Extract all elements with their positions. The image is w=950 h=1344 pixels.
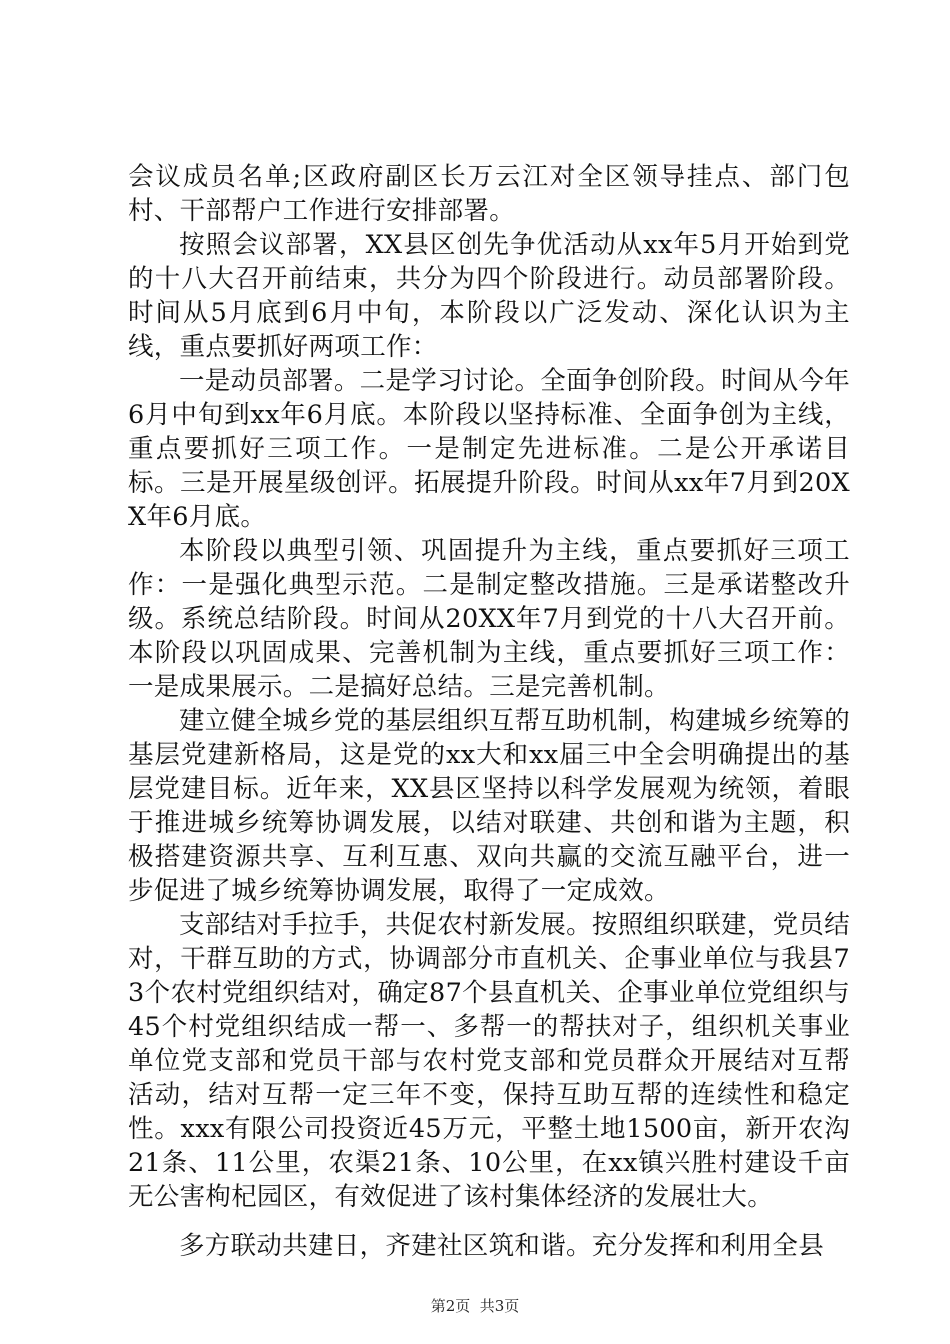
paragraph: 一是动员部署。二是学习讨论。全面争创阶段。时间从今年6月中旬到xx年6月底。本阶段以坚持标准、全面争创为主线，重点要抓好三项工作。一是制定先进标准。二是公开承诺目标。三是开展星级创评。拓展提升阶段。时间从xx年7月到20XX年6月底。 — [128, 366, 850, 532]
page-footer — [0, 1296, 950, 1316]
page-number-label: 第2页 共3页 — [430, 1297, 520, 1315]
paragraph-spacer — [128, 1214, 850, 1229]
paragraph: 本阶段以典型引领、巩固提升为主线，重点要抓好三项工作：一是强化典型示范。二是制定整改措施。三是承诺整改升级。系统总结阶段。时间从20XX年7月到党的十八大召开前。本阶段以巩固成果、完善机制为主线，重点要抓好三项工作：一是成果展示。二是搞好总结。三是完善机制。 — [128, 536, 850, 702]
paragraph: 按照会议部署，XX县区创先争优活动从xx年5月开始到党的十八大召开前结束，共分为四个阶段进行。动员部署阶段。时间从5月底到6月中旬，本阶段以广泛发动、深化认识为主线，重点要抓好两项工作： — [128, 230, 850, 362]
paragraph: 建立健全城乡党的基层组织互帮互助机制，构建城乡统筹的基层党建新格局，这是党的xx大和xx届三中全会明确提出的基层党建目标。近年来，XX县区坚持以科学发展观为统领，着眼于推进城乡统筹协调发展，以结对联建、共创和谐为主题，积极搭建资源共享、互利互惠、双向共赢的交流互融平台，进一步促进了城乡统筹协调发展，取得了一定成效。 — [128, 706, 850, 906]
paragraph: 支部结对手拉手，共促农村新发展。按照组织联建，党员结对，干群互助的方式，协调部分市直机关、企事业单位与我县73个农村党组织结对，确定87个县直机关、企事业单位党组织与45个村党组织结成一帮一、多帮一的帮扶对子，组织机关事业单位党支部和党员干部与农村党支部和党员群众开展结对互帮活动，结对互帮一定三年不变，保持互助互帮的连续性和稳定性。xxx有限公司投资近45万元，平整土地1500亩，新开农沟21条、11公里，农渠21条、10公里，在xx镇兴胜村建设千亩无公害枸杞园区，有效促进了该村集体经济的发展壮大。 — [128, 910, 850, 1212]
document-body — [128, 160, 850, 1263]
paragraph-continued: 会议成员名单;区政府副区长万云江对全区领导挂点、部门包村、干部帮户工作进行安排部署。 — [128, 162, 850, 226]
paragraph: 多方联动共建日，齐建社区筑和谐。充分发挥和利用全县 — [179, 1231, 825, 1261]
